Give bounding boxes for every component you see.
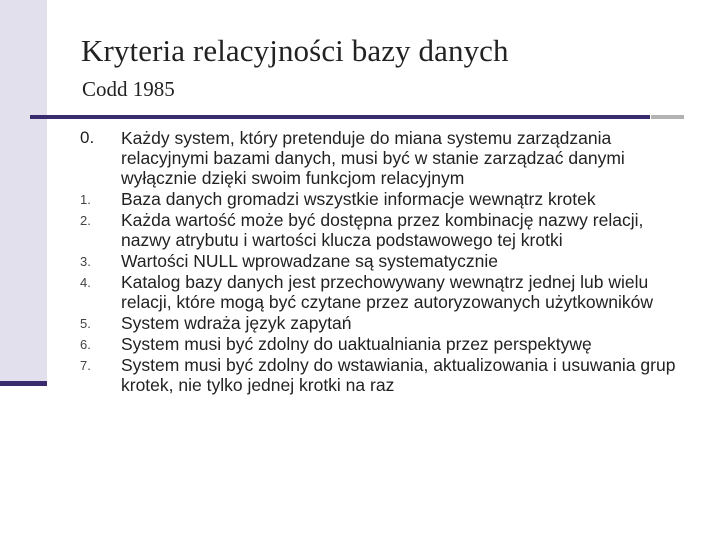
list-number: 3. xyxy=(80,254,91,269)
slide-subtitle: Codd 1985 xyxy=(82,77,175,101)
list-text: Każda wartość może być dostępna przez kombinację nazwy relacji, nazwy atrybutu i wartości klucza podstawowego tej krotki xyxy=(121,210,644,250)
list-text: System musi być zdolny do wstawiania, aktualizowania i usuwania grup krotek, nie tylko jednej krotki na raz xyxy=(121,355,676,395)
title-divider-end xyxy=(651,115,684,119)
list-item xyxy=(0,128,720,188)
list-item xyxy=(0,334,720,354)
list-item xyxy=(0,313,720,333)
list-number: 4. xyxy=(80,275,91,290)
criteria-list xyxy=(0,128,720,395)
list-item xyxy=(0,355,720,395)
list-item xyxy=(0,251,720,271)
list-number: 7. xyxy=(80,358,91,373)
list-text: Każdy system, który pretenduje do miana systemu zarządzania relacyjnymi bazami danych, musi być w stanie zarządzać danymi wyłącznie dzięki swoim funkcjom relacyjnym xyxy=(121,128,625,188)
title-divider xyxy=(30,115,650,119)
list-item xyxy=(0,210,720,250)
list-text: Katalog bazy danych jest przechowywany wewnątrz jednej lub wielu relacji, które mogą być czytane przez autoryzowanych użytkowników xyxy=(121,272,654,312)
list-text: Wartości NULL wprowadzane są systematycznie xyxy=(121,251,499,271)
list-number: 2. xyxy=(80,213,91,228)
list-item xyxy=(0,189,720,209)
list-number: 6. xyxy=(80,337,91,352)
list-item xyxy=(0,272,720,312)
list-text: Baza danych gromadzi wszystkie informacje wewnątrz krotek xyxy=(121,189,596,209)
list-text: System musi być zdolny do uaktualniania przez perspektywę xyxy=(121,334,592,354)
slide-title: Kryteria relacyjności bazy danych xyxy=(81,33,509,68)
list-number: 1. xyxy=(80,192,91,207)
list-text: System wdraża język zapytań xyxy=(121,313,352,333)
list-number: 0. xyxy=(80,128,95,147)
list-number: 5. xyxy=(80,316,91,331)
